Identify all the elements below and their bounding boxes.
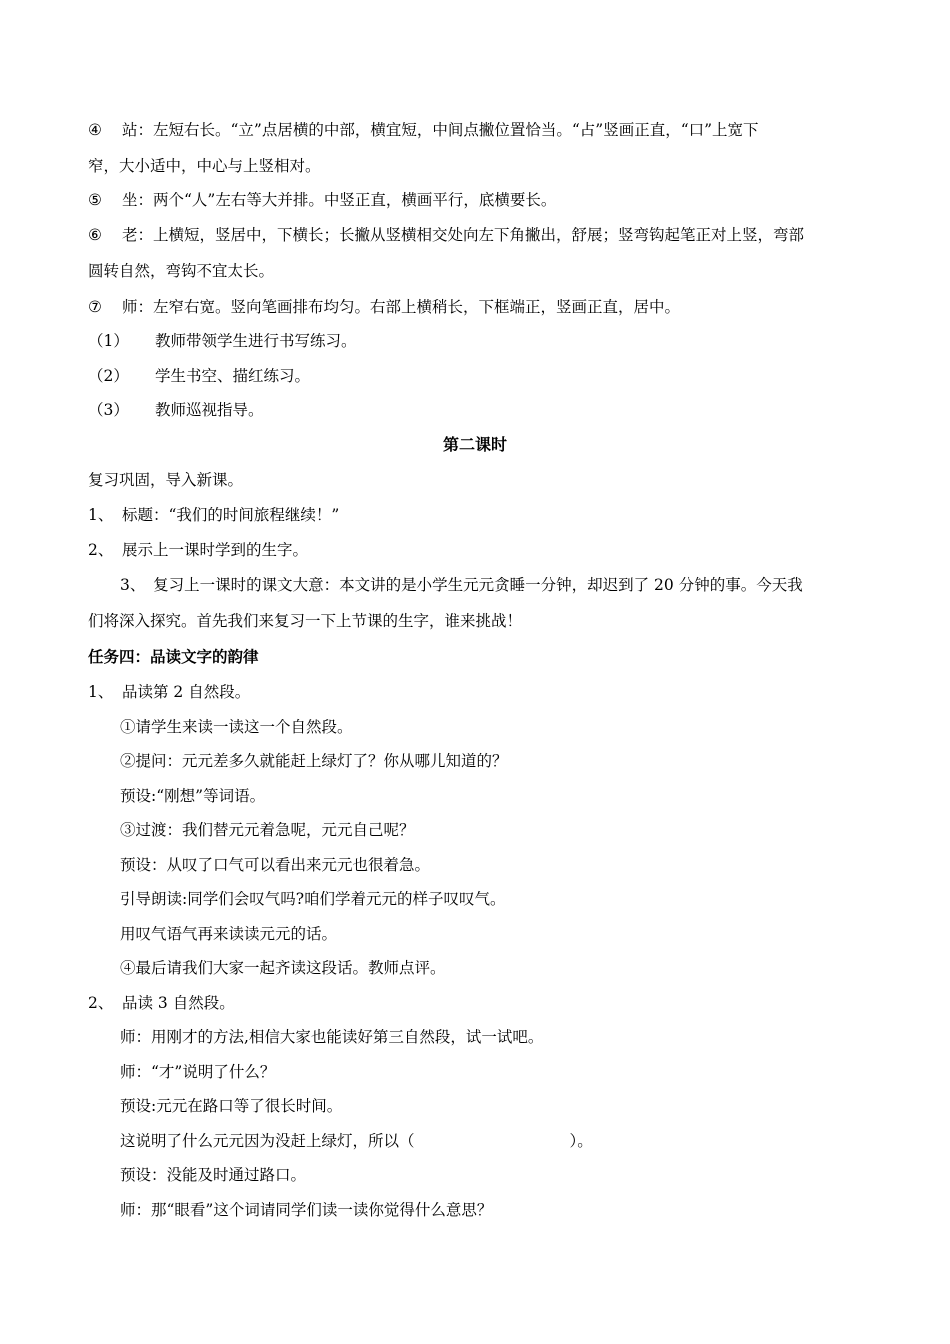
stroke-4-mark: ④ xyxy=(88,121,102,139)
task4-part1-heading: 品读第 2 自然段。 xyxy=(122,683,251,701)
stroke-5-text: 坐：两个“人”左右等大并排。中竖正直，横画平行，底横要长。 xyxy=(122,191,557,209)
step-1-mark: （1） xyxy=(88,332,129,350)
stroke-7-text: 师：左窄右宽。竖向笔画排布均匀。右部上横稍长，下框端正，竖画正直，居中。 xyxy=(122,298,681,316)
review-item-3-line2: 们将深入探究。首先我们来复习一下上节课的生字，谁来挑战！ xyxy=(88,612,523,630)
part2-line: 师：那“眼看”这个词请同学们读一读你觉得什么意思？ xyxy=(120,1201,493,1219)
step-2-mark: （2） xyxy=(88,367,129,385)
step-2-text: 学生书空、描红练习。 xyxy=(155,367,311,385)
review-item-2-text: 展示上一课时学到的生字。 xyxy=(122,541,309,559)
stroke-6-cont: 圆转自然，弯钩不宜太长。 xyxy=(88,262,275,280)
part1-line: 预设：从叹了口气可以看出来元元也很着急。 xyxy=(120,856,431,874)
stroke-7-mark: ⑦ xyxy=(88,298,102,316)
part2-line: 预设：没能及时通过路口。 xyxy=(120,1166,307,1184)
part2-line: 师：用刚才的方法,相信大家也能读好第三自然段，试一试吧。 xyxy=(120,1028,544,1046)
part1-line: 预设:“刚想”等词语。 xyxy=(120,787,266,805)
part2-line: 这说明了什么元元因为没赶上绿灯，所以（ ）。 xyxy=(120,1132,593,1150)
part2-line: 师：“才”说明了什么？ xyxy=(120,1063,276,1081)
section-title: 第二课时 xyxy=(442,435,507,454)
part1-line: ③过渡：我们替元元着急呢，元元自己呢？ xyxy=(120,821,415,839)
task4-title: 任务四：品读文字的韵律 xyxy=(88,647,259,666)
stroke-4-text: 站：左短右长。“立”点居横的中部，横宜短，中间点撇位置恰当。“占”竖画正直，“口”上宽下 xyxy=(122,121,759,139)
stroke-6-text: 老：上横短，竖居中，下横长；长撇从竖横相交处向左下角撇出，舒展；竖弯钩起笔正对上竖，弯部 xyxy=(122,226,805,244)
stroke-5-mark: ⑤ xyxy=(88,191,102,209)
review-item-1-text: 标题：“我们的时间旅程继续！” xyxy=(122,506,340,524)
part1-line: ④最后请我们大家一起齐读这段话。教师点评。 xyxy=(120,959,446,977)
task4-part2-mark: 2、 xyxy=(88,994,114,1012)
review-item-1-mark: 1、 xyxy=(88,506,114,524)
stroke-6-mark: ⑥ xyxy=(88,226,102,244)
step-3-mark: （3） xyxy=(88,401,129,419)
part1-line: ②提问：元元差多久就能赶上绿灯了？你从哪儿知道的？ xyxy=(120,752,508,770)
stroke-4-cont: 窄，大小适中，中心与上竖相对。 xyxy=(88,157,321,175)
part2-line: 预设:元元在路口等了很长时间。 xyxy=(120,1097,343,1115)
task4-part2-heading: 品读 3 自然段。 xyxy=(122,994,235,1012)
review-item-2-mark: 2、 xyxy=(88,541,114,559)
part1-line: 引导朗读:同学们会叹气吗?咱们学着元元的样子叹叹气。 xyxy=(120,890,506,908)
part1-line: ①请学生来读一读这一个自然段。 xyxy=(120,718,353,736)
part1-line: 用叹气语气再来读读元元的话。 xyxy=(120,925,338,943)
review-heading: 复习巩固，导入新课。 xyxy=(88,471,244,489)
task4-part1-mark: 1、 xyxy=(88,683,114,701)
review-item-3-line1: 3、 复习上一课时的课文大意：本文讲的是小学生元元贪睡一分钟，却迟到了 20 分钟的事。今天我 xyxy=(120,576,803,594)
step-1-text: 教师带领学生进行书写练习。 xyxy=(155,332,357,350)
step-3-text: 教师巡视指导。 xyxy=(155,401,264,419)
